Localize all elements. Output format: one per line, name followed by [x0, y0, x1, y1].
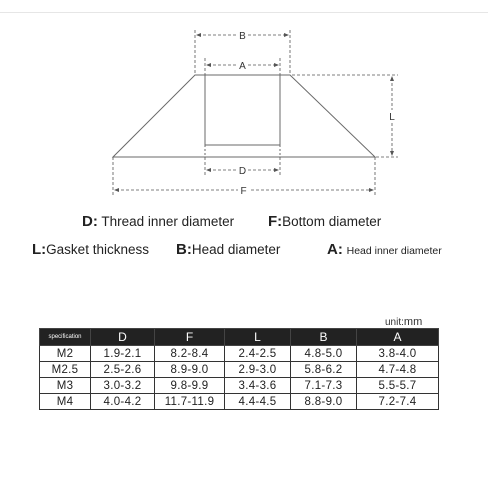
cell-d: 3.0-3.2: [91, 378, 155, 394]
cell-b: 7.1-7.3: [291, 378, 357, 394]
cell-b: 5.8-6.2: [291, 362, 357, 378]
cell-b: 8.8-9.0: [291, 394, 357, 410]
cell-f: 9.8-9.9: [155, 378, 225, 394]
cell-l: 3.4-3.6: [225, 378, 291, 394]
table-row: [40, 362, 439, 378]
legend-key: A: [327, 241, 338, 258]
header-a: A: [357, 329, 439, 346]
spec-table: [39, 328, 439, 410]
legend-item-l: L:Gasket thickness: [32, 241, 149, 258]
unit-label: unit:mm: [385, 316, 423, 328]
cell-f: 8.2-8.4: [155, 346, 225, 362]
cell-spec: M3: [40, 378, 91, 394]
legend-item-b: B:Head diameter: [176, 241, 281, 258]
cell-a: 4.7-4.8: [357, 362, 439, 378]
legend-item-d: D: Thread inner diameter: [82, 213, 235, 230]
legend-key: L: [32, 241, 42, 258]
legend-key: F: [268, 213, 278, 230]
cell-l: 2.9-3.0: [225, 362, 291, 378]
washer-bore: [205, 75, 280, 145]
header-f: F: [155, 329, 225, 346]
cell-a: 3.8-4.0: [357, 346, 439, 362]
legend-text: Head inner diameter: [346, 245, 442, 257]
legend-text: Thread inner diameter: [101, 214, 235, 229]
cell-l: 2.4-2.5: [225, 346, 291, 362]
dim-label-l: L: [389, 112, 395, 123]
table-row: [40, 394, 439, 410]
legend-text: Bottom diameter: [282, 214, 382, 229]
header-specification: specification: [40, 329, 91, 346]
dim-label-d: D: [238, 166, 247, 177]
table-row: [40, 378, 439, 394]
cell-d: 4.0-4.2: [91, 394, 155, 410]
table-row: [40, 346, 439, 362]
legend-item-f: F:Bottom diameter: [268, 213, 382, 230]
header-b: B: [291, 329, 357, 346]
legend-item-a: A: Head inner diameter: [327, 241, 442, 258]
legend-text: Gasket thickness: [46, 242, 149, 257]
cell-l: 4.4-4.5: [225, 394, 291, 410]
dim-label-a: A: [239, 61, 246, 72]
legend-key: D: [82, 213, 93, 230]
washer-diagram: [0, 0, 488, 210]
washer-outline: [113, 75, 375, 157]
cell-a: 5.5-5.7: [357, 378, 439, 394]
cell-d: 2.5-2.6: [91, 362, 155, 378]
header-d: D: [91, 329, 155, 346]
dim-label-b: B: [239, 31, 246, 42]
dim-label-f: F: [240, 186, 247, 197]
cell-f: 11.7-11.9: [155, 394, 225, 410]
cell-a: 7.2-7.4: [357, 394, 439, 410]
cell-d: 1.9-2.1: [91, 346, 155, 362]
dimension-lines: [113, 30, 398, 195]
header-l: L: [225, 329, 291, 346]
cell-f: 8.9-9.0: [155, 362, 225, 378]
cell-spec: M4: [40, 394, 91, 410]
cell-b: 4.8-5.0: [291, 346, 357, 362]
table-header-row: [40, 329, 439, 346]
legend-text: Head diameter: [191, 242, 281, 257]
unit-value: mm: [403, 316, 423, 328]
cell-spec: M2.5: [40, 362, 91, 378]
cell-spec: M2: [40, 346, 91, 362]
legend-key: B: [176, 241, 187, 258]
